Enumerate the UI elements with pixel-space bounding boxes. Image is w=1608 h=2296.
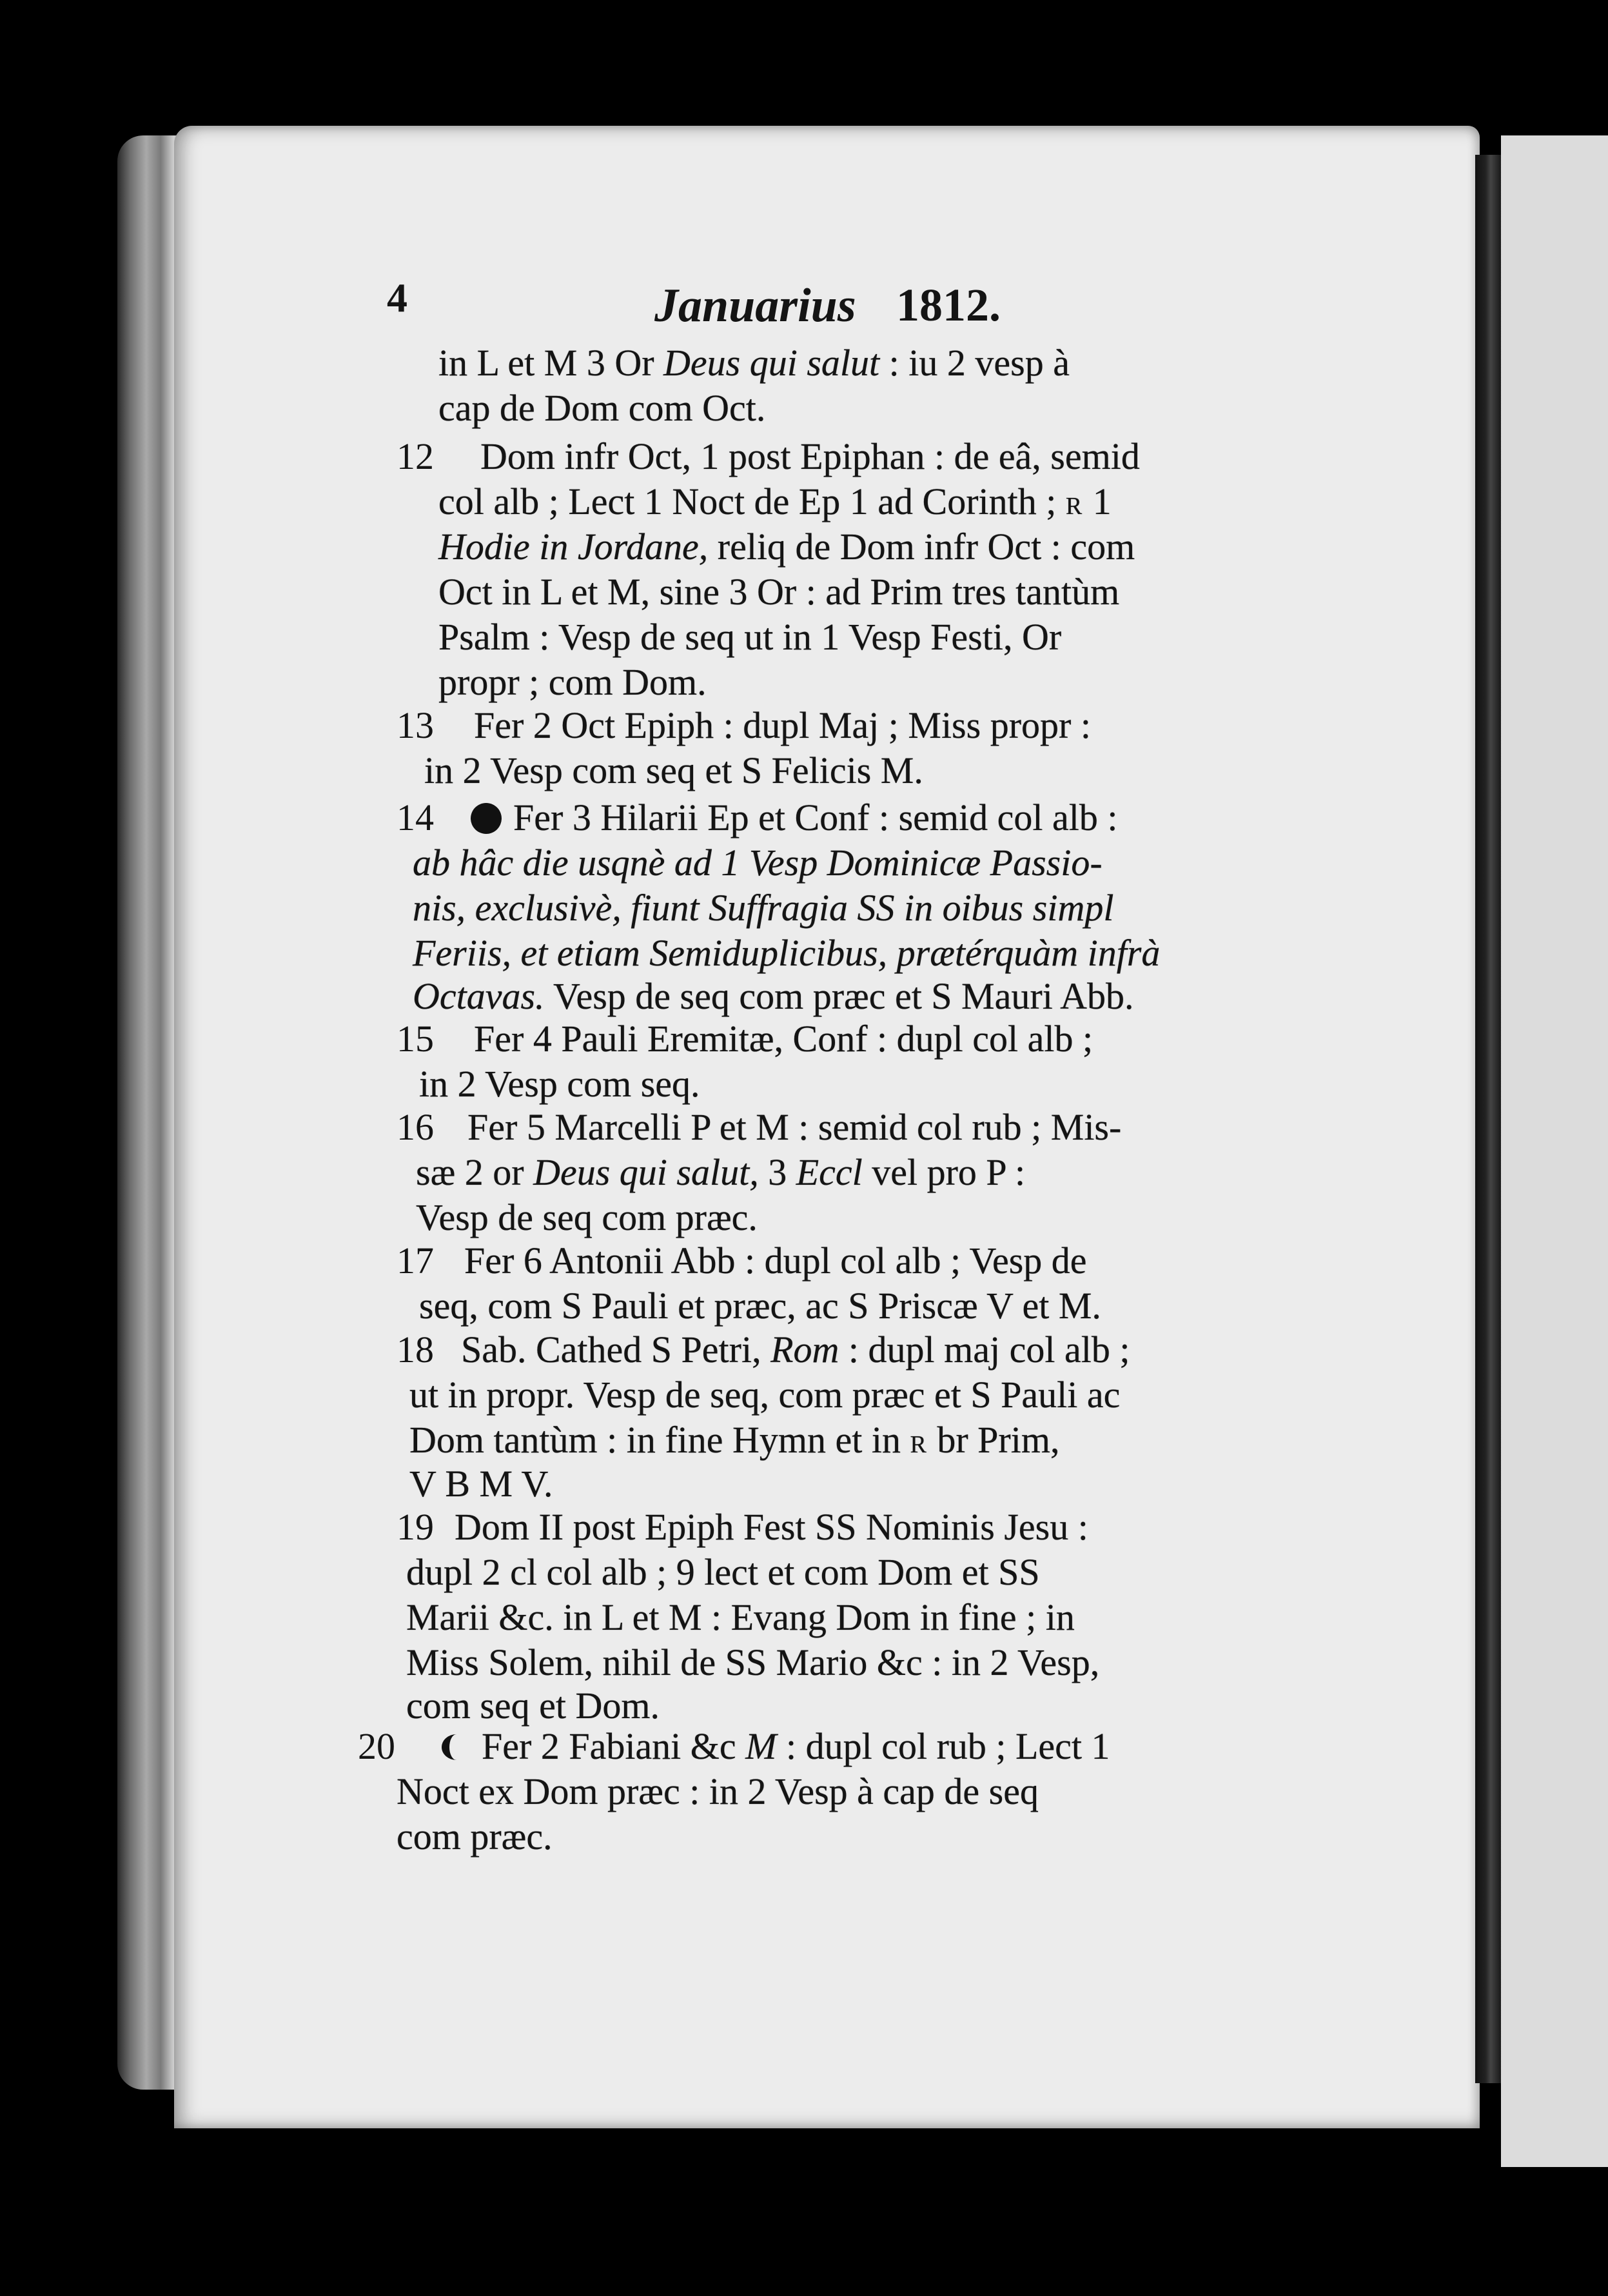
text-run: vel pro P : xyxy=(862,1151,1026,1193)
entry-line xyxy=(413,887,1113,929)
text-run: sæ 2 or xyxy=(416,1151,534,1193)
entry-line xyxy=(467,1106,1121,1149)
text-run: Vesp de seq com præc et S Mauri Abb. xyxy=(544,975,1134,1017)
text-run: com præc. xyxy=(397,1816,553,1857)
italic-run: Deus qui salut xyxy=(663,342,880,384)
entry-line xyxy=(413,932,1160,975)
day-number: 16 xyxy=(397,1106,434,1148)
text-run: Miss Solem, nihil de SS Mario &c : in 2 Vesp, xyxy=(406,1641,1100,1683)
text-run: in L et M 3 Or xyxy=(438,342,664,384)
day-number: 12 xyxy=(397,435,434,477)
text-run: propr ; com Dom. xyxy=(438,661,707,703)
text-run: Dom II post Epiph Fest SS Nominis Jesu : xyxy=(455,1506,1088,1548)
text-run: : dupl col rub ; Lect 1 xyxy=(776,1725,1110,1767)
entry-line xyxy=(438,616,1061,658)
text-run: 3 xyxy=(758,1151,796,1193)
day-number: 19 xyxy=(397,1506,434,1548)
text-run: 1 xyxy=(1083,480,1112,522)
italic-run: nis, exclusivè, fiunt Suffragia SS in oibus simpl xyxy=(413,887,1114,929)
last-quarter-moon-icon xyxy=(442,1734,471,1760)
text-run: cap de Dom com Oct. xyxy=(438,387,766,429)
text-run: Psalm : Vesp de seq ut in 1 Vesp Festi, Or xyxy=(438,616,1062,658)
page-number: 4 xyxy=(387,275,407,321)
entry-line xyxy=(438,661,707,704)
text-run: Fer 3 Hilarii Ep et Conf : semid col alb : xyxy=(513,797,1118,838)
entry-line xyxy=(406,1641,1099,1684)
entry-line xyxy=(461,1329,1130,1371)
text-run: col alb ; Lect 1 Noct de Ep 1 ad Corinth ; xyxy=(438,480,1066,522)
entry-line xyxy=(474,704,1091,747)
day-number: 15 xyxy=(397,1018,434,1060)
new-moon-icon xyxy=(471,803,502,834)
entry-line xyxy=(409,1419,1059,1466)
italic-run: Eccl xyxy=(796,1151,863,1193)
entry-line xyxy=(438,480,1112,528)
text-run: Dom infr Oct, 1 post Epiphan : de eâ, semid xyxy=(480,435,1140,477)
text-run: Marii &c. in L et M : Evang Dom in fine ; in xyxy=(406,1596,1075,1638)
text-run: in 2 Vesp com seq et S Felicis M. xyxy=(424,749,923,791)
italic-run: Deus qui salut, xyxy=(533,1151,759,1193)
entry-line xyxy=(406,1551,1040,1594)
text-run: in 2 Vesp com seq. xyxy=(419,1063,700,1105)
entry-line xyxy=(455,1506,1088,1549)
day-number: 14 xyxy=(397,797,434,838)
text-run: reliq de Dom infr Oct : com xyxy=(708,526,1135,568)
entry-line xyxy=(416,1196,758,1239)
entry-line xyxy=(438,571,1119,613)
italic-run: Feriis, et etiam Semiduplicibus, prætérquàm infrà xyxy=(413,932,1161,974)
italic-run: Hodie in Jordane, xyxy=(438,526,709,568)
text-run: Fer 2 Fabiani &c xyxy=(482,1725,746,1767)
entry-line xyxy=(442,1725,1110,1768)
responsory-mark: R xyxy=(1065,493,1084,520)
entry-line xyxy=(424,749,923,792)
text-run: Sab. Cathed S Petri, xyxy=(461,1329,771,1371)
entry-line xyxy=(464,1240,1087,1282)
text-run: Dom tantùm : in fine Hymn et in xyxy=(409,1419,910,1461)
text-run: Noct ex Dom præc : in 2 Vesp à cap de seq xyxy=(397,1770,1039,1812)
italic-run: ab hâc die usqnè ad 1 Vesp Dominicæ Passio- xyxy=(413,842,1103,884)
day-number: 20 xyxy=(358,1725,395,1767)
entry-line xyxy=(438,342,1070,384)
text-run: Vesp de seq com præc. xyxy=(416,1196,758,1238)
entry-line xyxy=(397,1816,553,1858)
day-number: 13 xyxy=(397,704,434,746)
day-number: 17 xyxy=(397,1240,434,1282)
entry-line xyxy=(397,1770,1039,1813)
italic-run: Rom xyxy=(770,1329,839,1371)
entry-line xyxy=(419,1285,1101,1327)
entry-line xyxy=(413,842,1103,884)
text-run: seq, com S Pauli et præc, ac S Priscæ V et M. xyxy=(419,1285,1101,1327)
text-run: Fer 4 Pauli Eremitæ, Conf : dupl col alb ; xyxy=(474,1018,1093,1060)
entry-line xyxy=(438,387,765,430)
entry-line xyxy=(413,975,1134,1018)
text-run: br Prim, xyxy=(927,1419,1060,1461)
text-run: : iu 2 vesp à xyxy=(879,342,1070,384)
text-run: ut in propr. Vesp de seq, com præc et S Pauli ac xyxy=(409,1374,1121,1416)
entry-line xyxy=(406,1596,1075,1639)
entry-line xyxy=(438,526,1135,568)
text-run: V B M V. xyxy=(409,1463,553,1505)
entry-line xyxy=(419,1063,700,1105)
day-number: 18 xyxy=(397,1329,434,1371)
entry-line xyxy=(474,1018,1093,1060)
text-run: : dupl maj col alb ; xyxy=(839,1329,1130,1371)
text-run: Fer 2 Oct Epiph : dupl Maj ; Miss propr : xyxy=(474,704,1091,746)
text-run: dupl 2 cl col alb ; 9 lect et com Dom et SS xyxy=(406,1551,1040,1593)
entry-line xyxy=(409,1463,553,1505)
text-run: com seq et Dom. xyxy=(406,1685,660,1727)
entry-line xyxy=(480,435,1140,478)
entry-line xyxy=(471,797,1118,839)
italic-run: M xyxy=(745,1725,777,1767)
entry-line xyxy=(406,1685,660,1727)
text-run: Fer 6 Antonii Abb : dupl col alb ; Vesp de xyxy=(464,1240,1087,1282)
text-run: Fer 5 Marcelli P et M : semid col rub ; Mis- xyxy=(467,1106,1122,1148)
entry-line xyxy=(409,1374,1120,1416)
text-run: Oct in L et M, sine 3 Or : ad Prim tres tantùm xyxy=(438,571,1120,613)
responsory-mark: R xyxy=(910,1431,928,1458)
running-head-year: 1812. xyxy=(896,279,1001,331)
italic-run: Octavas. xyxy=(413,975,545,1017)
entry-line xyxy=(416,1151,1025,1194)
running-head-month: Januarius xyxy=(654,279,856,332)
